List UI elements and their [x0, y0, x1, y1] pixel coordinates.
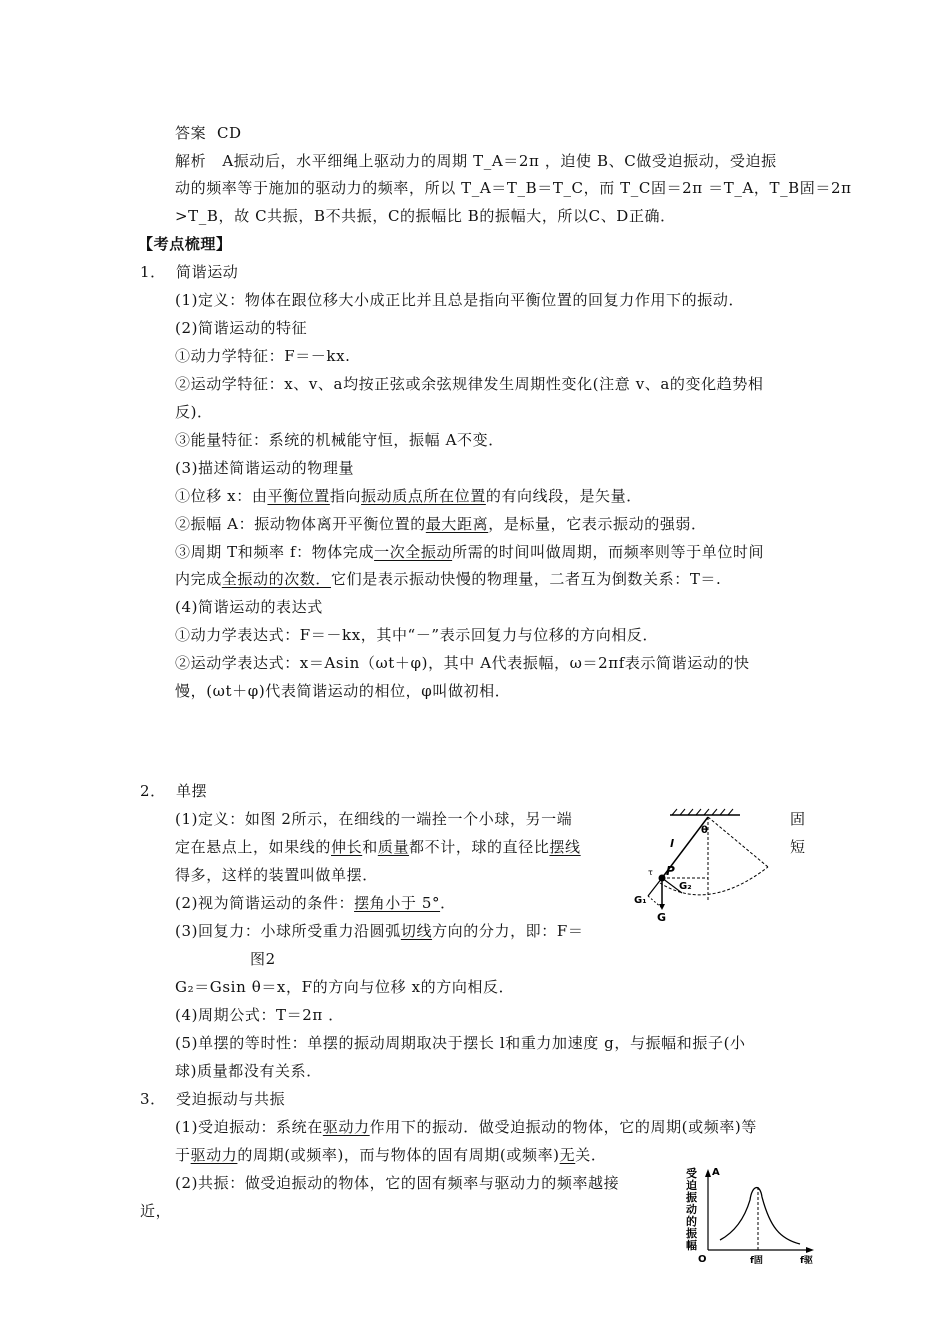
s1-f3: ③能量特征：系统的机械能守恒，振幅 A不变． [175, 431, 504, 449]
s1-title: 简谐运动 [176, 263, 239, 281]
s1-q3: ③周期 T和频率 f：物体完成一次全振动所需的时间叫做周期，而频率则等于单位时间 [175, 543, 765, 561]
swing-arc [660, 867, 768, 895]
y-axis-title [685, 1166, 698, 1252]
label-g2: G₂ [679, 881, 692, 892]
s3-res1: (2)共振：做受迫振动的物体，它的固有频率与驱动力的频率越接 [175, 1174, 620, 1192]
s2-def2: 定在悬点上，如果线的伸长和质量都不计，球的直径比摆线 [175, 838, 581, 856]
g1-arrow [648, 878, 662, 896]
s3-heading: 3． 受迫振动与共振 [140, 1090, 286, 1108]
s1-e1: ①动力学表达式：F＝－kx，其中“－”表示回复力与位移的方向相反． [175, 626, 659, 644]
s2-title: 单摆 [176, 782, 208, 800]
analysis-line-3: >T_B，故 C共振，B不共振，C的振幅比 B的振幅大，所以C、D正确． [175, 207, 676, 225]
s1-expr: (4)简谐运动的表达式 [175, 598, 323, 616]
analysis-line-1: 解析 A振动后，水平细绳上驱动力的周期 T_A＝2π ，迫使 B、C做受迫振动，受迫振 [175, 152, 777, 170]
s3-title: 受迫振动与共振 [176, 1090, 286, 1108]
resonance-curve-figure [678, 1165, 823, 1265]
label-l: l [670, 837, 674, 850]
answer-label: 答案 [175, 124, 207, 142]
s2-period: (4)周期公式：T＝2π ． [175, 1006, 344, 1024]
x-axis-arrowhead [806, 1247, 814, 1253]
answer-line [175, 120, 242, 146]
pendulum-figure-caption: 图2 [250, 950, 276, 968]
resonance-curve [720, 1188, 800, 1244]
s2-cond: (2)视为简谐运动的条件：摆角小于 5°． [175, 894, 456, 912]
s2-restore2: G₂＝Gsin θ＝x，F的方向与位移 x的方向相反． [175, 978, 515, 996]
s1-e2b: 慢，(ωt＋φ)代表简谐运动的相位，φ叫做初相． [175, 682, 511, 700]
y-axis-title-char: 振 [686, 1227, 697, 1240]
s1-heading: 1． 简谐运动 [140, 263, 239, 281]
s1-q1: ①位移 x：由平衡位置指向振动质点所在位置的有向线段，是矢量． [175, 487, 642, 505]
label-tau: τ [648, 868, 653, 877]
right-dashed-string [708, 817, 768, 867]
label-g1: G₁ [634, 895, 647, 906]
s1-qty: (3)描述简谐运动的物理量 [175, 459, 355, 477]
y-axis-title-char: 受 [686, 1167, 697, 1180]
s1-e2a: ②运动学表达式：x＝Asin（ωt＋φ)，其中 A代表振幅，ω＝2πf表示简谐运动的快 [175, 654, 750, 672]
s2-restore: (3)回复力：小球所受重力沿圆弧切线方向的分力，即：F＝ [175, 922, 584, 940]
s2-heading: 2． 单摆 [140, 782, 208, 800]
s2-def3: 得多，这样的装置叫做单摆． [175, 866, 378, 884]
s2-def1-tail: 固 [790, 810, 806, 828]
label-theta: θ [701, 825, 708, 836]
s2-iso1: (5)单摆的等时性：单摆的振动周期取决于摆长 l和重力加速度 g，与振幅和振子(小 [175, 1034, 746, 1052]
label-p: P [666, 864, 675, 878]
s3-forced1: (1)受迫振动：系统在驱动力作用下的振动．做受迫振动的物体，它的周期(或频率)等 [175, 1118, 757, 1136]
ceiling-hatch [672, 809, 733, 815]
section-title: 【考点梳理】 [138, 235, 232, 253]
y-axis-title-char: 迫 [686, 1179, 697, 1192]
analysis-line-2: 动的频率等于施加的驱动力的频率，所以 T_A＝T_B＝T_C，而 T_C固＝2π ＝T_A，T_B固＝2π [175, 179, 852, 197]
y-axis-title-char: 的 [686, 1215, 697, 1228]
answer-value: CD [216, 124, 242, 142]
s1-q3b: 内完成全振动的次数．它们是表示振动快慢的物理量，二者互为倒数关系：T＝. [175, 570, 722, 588]
y-axis-label: A [712, 1167, 720, 1178]
label-g: G [657, 911, 667, 924]
s2-iso2: 球)质量都没有关系． [175, 1062, 322, 1080]
s1-f2a: ②运动学特征：x、v、a均按正弦或余弦规律发生周期性变化(注意 v、a的变化趋势相 [175, 375, 764, 393]
s2-def1: (1)定义：如图 2所示，在细线的一端拴一个小球，另一端 [175, 810, 573, 828]
g-parallel-dashed [648, 896, 662, 908]
s3-forced2: 于驱动力的周期(或频率)，而与物体的固有周期(或频率)无关． [175, 1146, 607, 1164]
s1-f1: ①动力学特征：F＝－kx. [175, 347, 351, 365]
s2-def2-tail: 短 [790, 838, 806, 856]
f-natural-label: f固 [750, 1256, 763, 1265]
s1-def: (1)定义：物体在跟位移大小成正比并且总是指向平衡位置的回复力作用下的振动． [175, 291, 745, 309]
y-axis-arrowhead [705, 1169, 711, 1177]
y-axis-title-char: 动 [686, 1203, 697, 1216]
s3-res2: 近， [140, 1202, 172, 1220]
s1-feat: (2)简谐运动的特征 [175, 319, 308, 337]
origin-label: O [698, 1254, 707, 1265]
s1-q2: ②振幅 A：振动物体离开平衡位置的最大距离，是标量，它表示振动的强弱． [175, 515, 707, 533]
pendulum-figure [630, 805, 775, 925]
analysis-label: 解析 [175, 152, 207, 170]
y-axis-title-char: 振 [686, 1191, 697, 1204]
gravity-arrowhead [659, 904, 665, 910]
y-axis-title-char: 幅 [686, 1239, 697, 1252]
s1-f2b: 反)． [175, 403, 213, 421]
f-drive-label: f驱 [800, 1256, 813, 1265]
